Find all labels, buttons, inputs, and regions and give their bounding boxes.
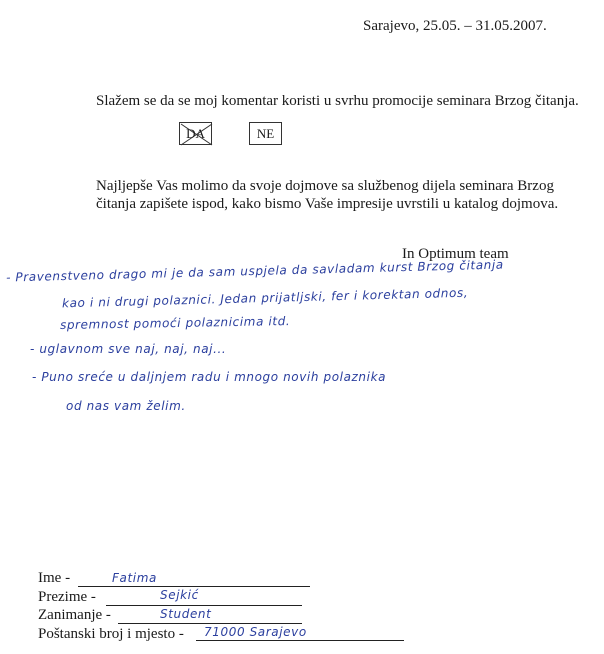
signoff: In Optimum team <box>402 246 509 262</box>
comment-line-5: - Puno sreće u daljnjem radu i mnogo novih polaznika <box>32 370 387 384</box>
consent-statement: Slažem se da se moj komentar koristi u svrhu promocije seminara Brzog čitanja. <box>96 93 579 109</box>
postanski-label: Poštanski broj i mjesto - <box>38 626 184 642</box>
place-date: Sarajevo, 25.05. – 31.05.2007. <box>363 18 547 34</box>
prezime-label: Prezime - <box>38 589 96 605</box>
yes-label: DA <box>186 125 205 141</box>
zanimanje-field[interactable]: Student <box>160 607 212 621</box>
comment-line-3: spremnost pomoći polaznicima itd. <box>59 313 291 333</box>
ime-field[interactable]: Fatima <box>112 571 157 585</box>
comment-line-2: kao i ni drugi polaznici. Jedan prijatljski, fer i korektan odnos, <box>61 285 469 311</box>
prezime-field[interactable]: Sejkić <box>160 588 199 602</box>
zanimanje-label: Zanimanje - <box>38 607 111 623</box>
comment-line-1: - Pravenstveno drago mi je da sam uspjela da savladam kurst Brzog čitanja <box>5 257 504 285</box>
postanski-field[interactable]: 71000 Sarajevo <box>204 625 307 639</box>
prezime-line <box>106 605 302 606</box>
postanski-line <box>196 640 404 641</box>
comment-line-4: - uglavnom sve naj, naj, naj... <box>30 342 227 356</box>
yes-checkbox[interactable] <box>179 122 212 145</box>
request-line-1: Najljepše Vas molimo da svoje dojmove sa službenog dijela seminara Brzog <box>96 178 554 194</box>
request-line-2: čitanja zapišete ispod, kako bismo Vaše impresije uvrstili u katalog dojmova. <box>96 196 559 212</box>
ime-line <box>78 586 310 587</box>
no-checkbox[interactable] <box>249 122 282 145</box>
no-label: NE <box>256 125 275 141</box>
comment-line-6: od nas vam želim. <box>66 399 186 413</box>
zanimanje-line <box>118 623 302 624</box>
ime-label: Ime - <box>38 570 71 586</box>
